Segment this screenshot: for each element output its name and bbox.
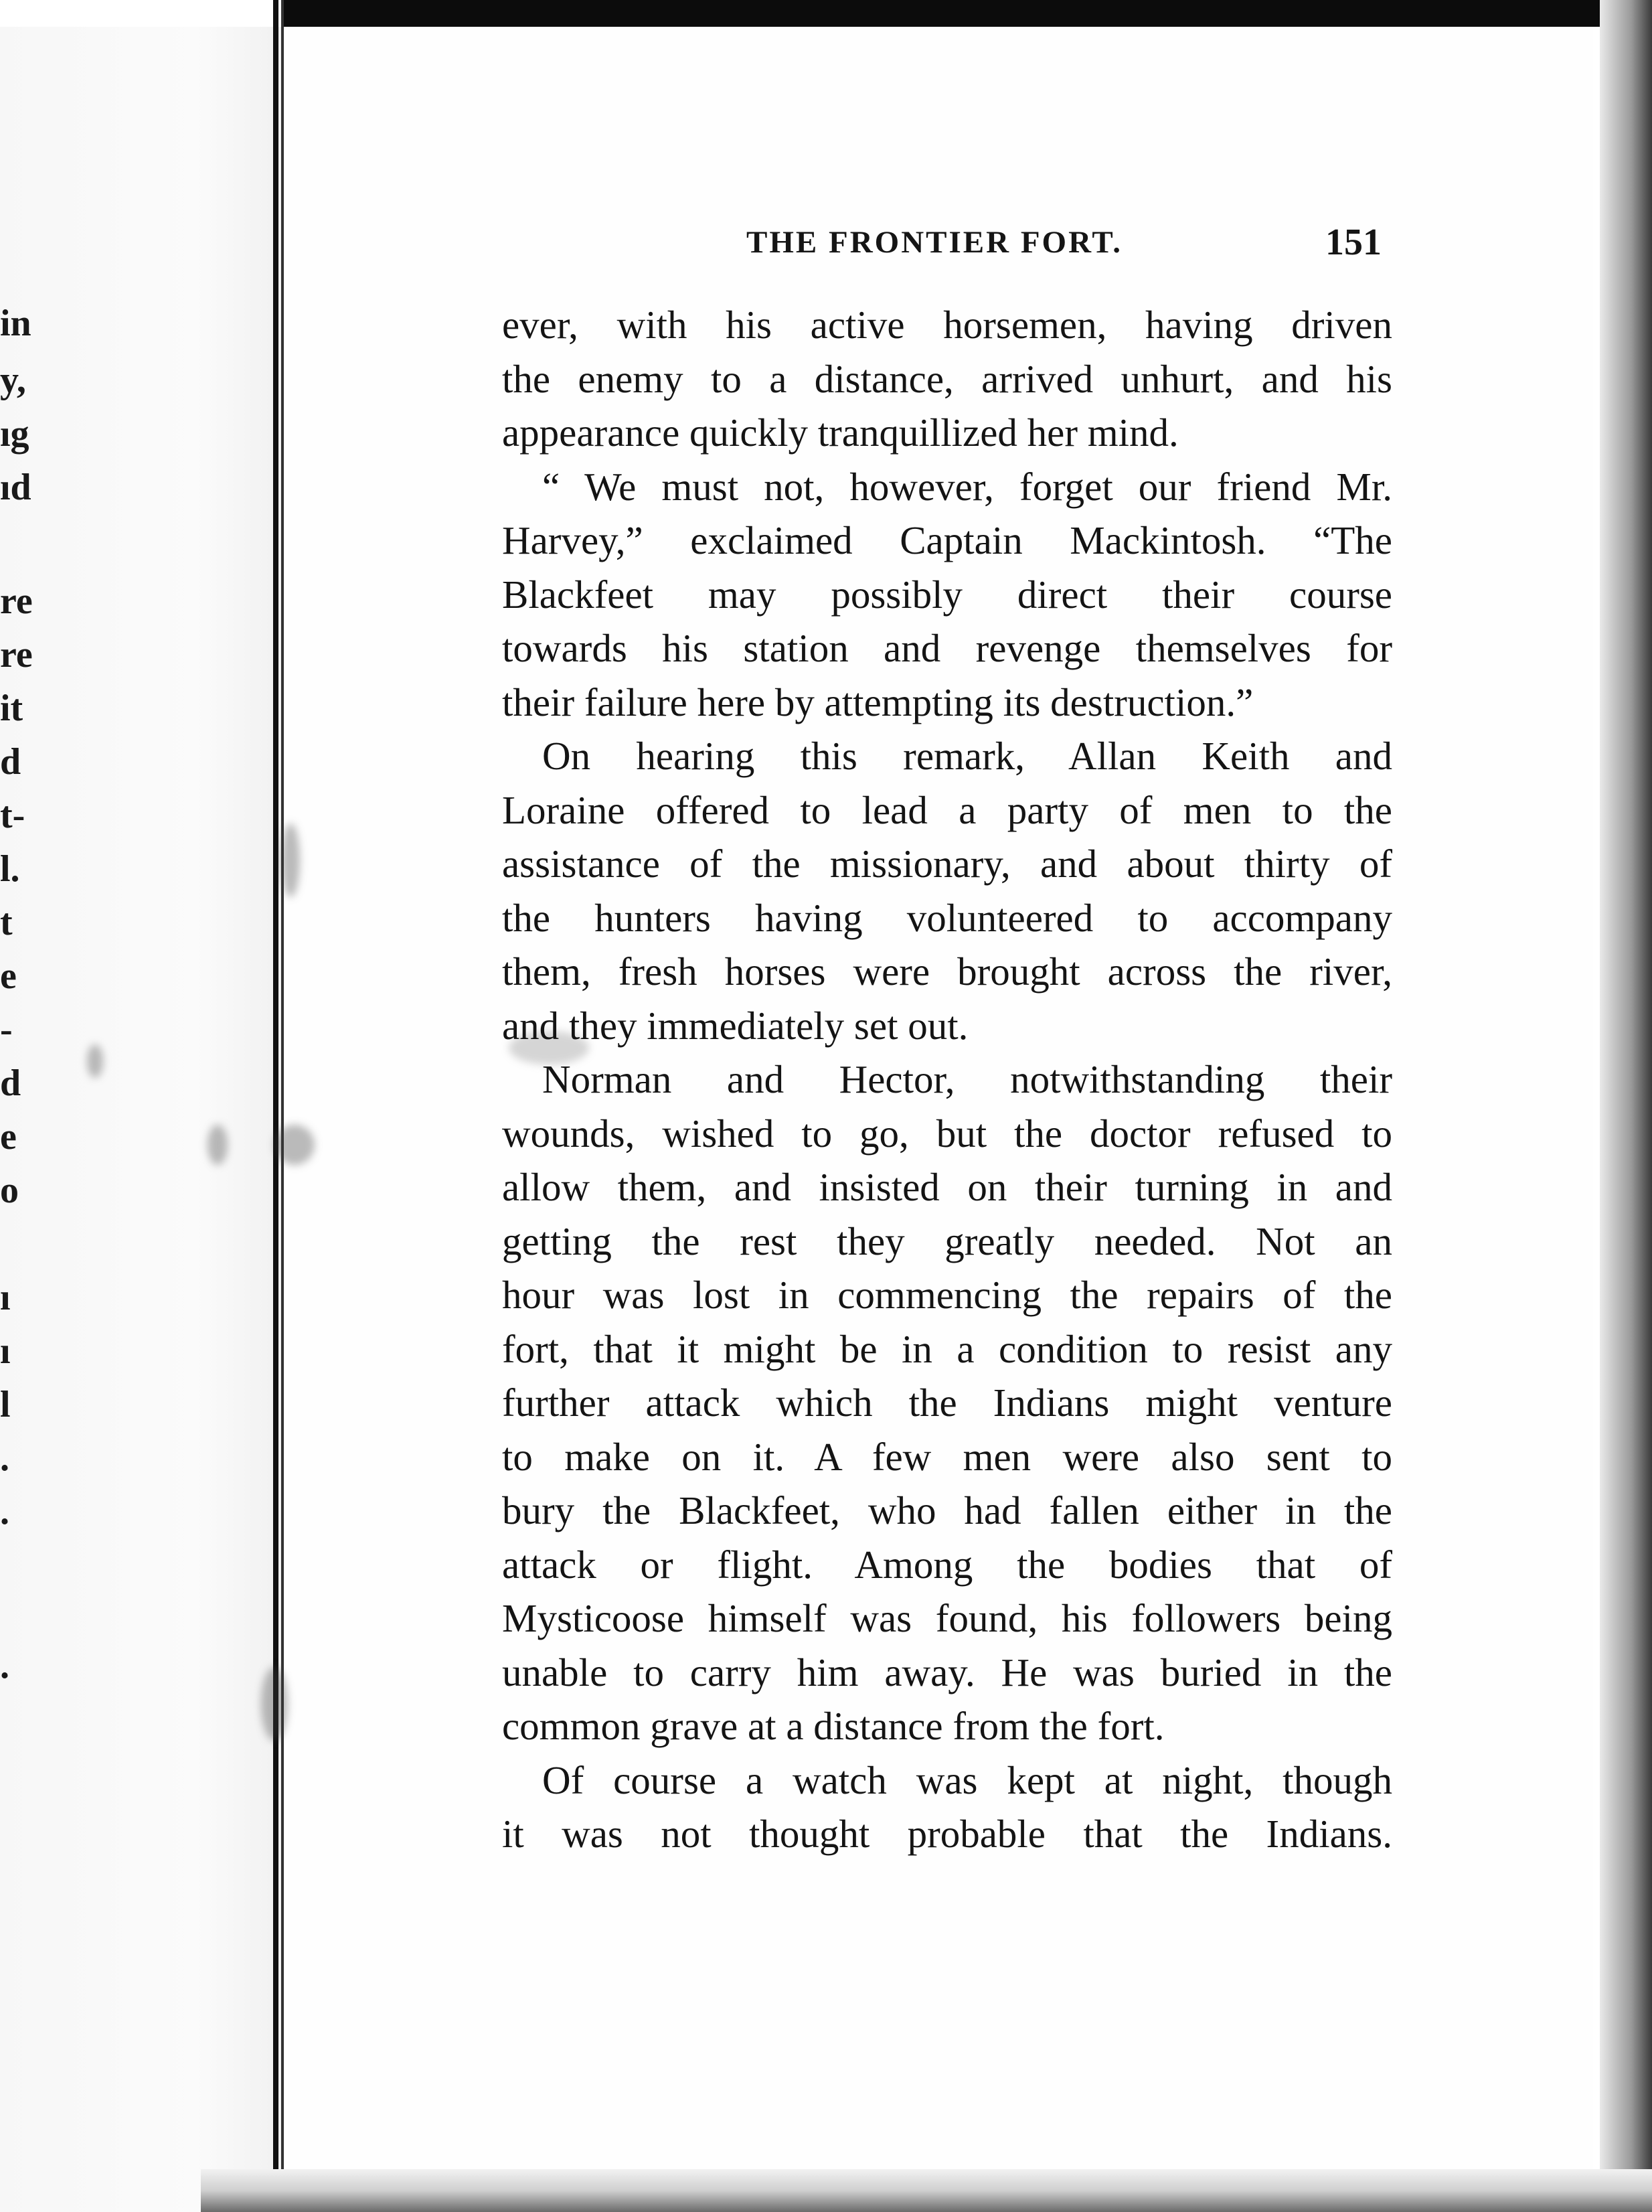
- left-fragment: ı: [0, 1277, 11, 1318]
- text-line: Blackfeet may possibly direct their course: [502, 572, 1392, 617]
- left-fragment: l.: [0, 848, 20, 890]
- text-line: Mysticoose himself was found, his followers being: [502, 1596, 1392, 1640]
- page-right-edge: [1600, 0, 1652, 2212]
- left-fragment: in: [0, 303, 31, 344]
- left-fragment: ı: [0, 1330, 11, 1372]
- gutter-line-right: [281, 0, 284, 2212]
- running-head: THE FRONTIER FORT.: [746, 225, 1123, 260]
- left-fragment: t-: [0, 795, 25, 836]
- text-line: their failure here by attempting its destruction.”: [502, 680, 1254, 724]
- text-line: common grave at a distance from the fort.: [502, 1704, 1165, 1748]
- text-line: appearance quickly tranquillized her mind.: [502, 410, 1179, 455]
- left-fragment: t: [0, 902, 13, 943]
- text-line: assistance of the missionary, and about thirty of: [502, 842, 1392, 886]
- left-fragment: y,: [0, 360, 26, 401]
- page-number: 151: [1325, 222, 1382, 263]
- scan-smudge: [87, 1044, 103, 1078]
- text-line: the enemy to a distance, arrived unhurt, and his: [502, 356, 1392, 401]
- left-fragment: .: [0, 1645, 9, 1686]
- text-line: them, fresh horses were brought across the river,: [502, 949, 1392, 994]
- left-fragment: d: [0, 741, 21, 783]
- text-line: “ We must not, however, forget our friend Mr.: [542, 464, 1392, 509]
- left-fragment: o: [0, 1170, 19, 1211]
- scan-top-border: [0, 0, 1652, 27]
- text-line: Norman and Hector, notwithstanding their: [542, 1057, 1392, 1101]
- text-line: towards his station and revenge themselves for: [502, 626, 1392, 670]
- left-page-edge: [0, 0, 281, 2212]
- left-fragment: -: [0, 1009, 13, 1050]
- page-bottom-edge: [201, 2169, 1652, 2212]
- text-line: hour was lost in commencing the repairs of the: [502, 1273, 1392, 1317]
- text-line: attack or flight. Among the bodies that of: [502, 1542, 1392, 1587]
- left-fragment: d: [0, 1062, 21, 1104]
- body-text: [502, 298, 1392, 1861]
- gutter-line-left: [273, 0, 278, 2212]
- scan-smudge: [281, 823, 300, 897]
- text-line: further attack which the Indians might venture: [502, 1380, 1392, 1425]
- text-line: getting the rest they greatly needed. Not an: [502, 1218, 1392, 1263]
- text-line: Loraine offered to lead a party of men to the: [502, 787, 1392, 832]
- text-line: unable to carry him away. He was buried in the: [502, 1650, 1392, 1694]
- text-line: and they immediately set out.: [502, 1003, 969, 1048]
- left-fragment: e: [0, 1116, 17, 1158]
- left-fragment: ıg: [0, 413, 29, 455]
- scan-smudge: [261, 1667, 288, 1741]
- text-line: On hearing this remark, Allan Keith and: [542, 734, 1392, 778]
- text-line: ever, with his active horsemen, having driven: [502, 303, 1392, 347]
- text-line: it was not thought probable that the Indians.: [502, 1812, 1392, 1856]
- text-line: Harvey,” exclaimed Captain Mackintosh. “The: [502, 518, 1392, 562]
- text-line: the hunters having volunteered to accompany: [502, 895, 1392, 940]
- left-fragment: l: [0, 1384, 11, 1425]
- left-fragment: re: [0, 634, 33, 676]
- text-line: allow them, and insisted on their turning in and: [502, 1165, 1392, 1209]
- left-fragment: e: [0, 955, 17, 997]
- scan-smudge: [208, 1125, 228, 1165]
- text-line: Of course a watch was kept at night, though: [542, 1757, 1392, 1802]
- left-fragment: ıd: [0, 467, 31, 508]
- left-fragment: re: [0, 580, 33, 622]
- left-fragment: .: [0, 1437, 9, 1479]
- left-fragment: it: [0, 688, 23, 729]
- text-line: bury the Blackfeet, who had fallen either in the: [502, 1488, 1392, 1532]
- text-line: wounds, wished to go, but the doctor refused to: [502, 1111, 1392, 1156]
- scan-smudge: [274, 1125, 315, 1165]
- text-line: fort, that it might be in a condition to resist any: [502, 1326, 1392, 1371]
- left-fragment: .: [0, 1491, 9, 1532]
- text-line: to make on it. A few men were also sent to: [502, 1434, 1392, 1479]
